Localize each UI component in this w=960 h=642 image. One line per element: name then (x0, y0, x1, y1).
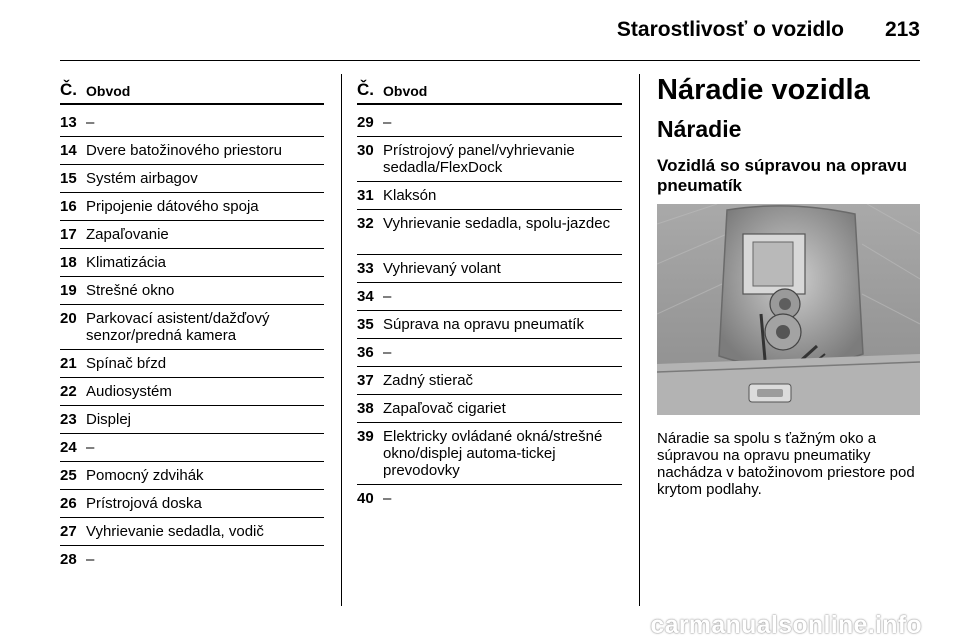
row-number: 15 (60, 170, 77, 187)
article-subheading: Vozidlá so súpravou na opravu pneumatík (657, 156, 908, 195)
row-number: 21 (60, 355, 77, 372)
row-number: 32 (357, 215, 374, 232)
row-divider (357, 310, 622, 311)
row-divider (357, 394, 622, 395)
row-number: 40 (357, 490, 374, 507)
row-divider (60, 461, 324, 462)
row-number: 25 (60, 467, 77, 484)
column-header-number: Č. (60, 80, 77, 99)
row-text: Vyhrievanie sedadla, spolu-jazdec (383, 215, 611, 232)
trunk-tools-photo (657, 204, 920, 415)
row-divider (60, 136, 324, 137)
row-text: – (86, 551, 95, 568)
row-divider (60, 517, 324, 518)
row-divider (60, 545, 324, 546)
row-divider (357, 254, 622, 255)
row-divider (60, 489, 324, 490)
row-text: – (383, 490, 392, 507)
row-text: Audiosystém (86, 383, 172, 400)
article-body: Náradie sa spolu s ťažným oko a súpravou na opravu pneumatiky nachádza v batožinovom priestore pod krytom podlahy. (657, 430, 915, 498)
column-divider (341, 74, 342, 606)
column-divider (639, 74, 640, 606)
row-divider (60, 304, 324, 305)
article-title: Náradie vozidla (657, 74, 870, 106)
row-number: 19 (60, 282, 77, 299)
row-text: Vyhrievaný volant (383, 260, 501, 277)
row-divider (60, 248, 324, 249)
row-divider (357, 181, 622, 182)
row-number: 35 (357, 316, 374, 333)
row-text: Spínač bŕzd (86, 355, 167, 372)
row-text: Displej (86, 411, 132, 428)
row-number: 16 (60, 198, 77, 215)
row-text: Klimatizácia (86, 254, 167, 271)
row-number: 36 (357, 344, 374, 361)
row-number: 22 (60, 383, 77, 400)
row-divider (357, 209, 622, 210)
row-number: 31 (357, 187, 374, 204)
row-divider (60, 349, 324, 350)
row-number: 17 (60, 226, 77, 243)
row-number: 30 (357, 142, 374, 159)
row-text: Systém airbagov (86, 170, 198, 187)
row-divider (60, 164, 324, 165)
row-number: 39 (357, 428, 374, 445)
row-text: – (86, 439, 95, 456)
row-text: Pripojenie dátového spoja (86, 198, 259, 215)
row-divider (357, 136, 622, 137)
row-text: Vyhrievanie sedadla, vodič (86, 523, 264, 540)
row-text: – (383, 344, 392, 361)
table-header (60, 79, 324, 105)
row-text: Zapaľovač cigariet (383, 400, 506, 417)
row-number: 34 (357, 288, 374, 305)
column-header-number: Č. (357, 80, 374, 99)
row-number: 24 (60, 439, 77, 456)
row-number: 33 (357, 260, 374, 277)
row-text: Elektricky ovládané okná/strešné okno/displej automa-tickej prevodovky (383, 428, 603, 479)
watermark: carmanualsonline.info (650, 611, 922, 639)
row-number: 20 (60, 310, 77, 327)
row-number: 38 (357, 400, 374, 417)
row-number: 23 (60, 411, 77, 428)
row-number: 18 (60, 254, 77, 271)
table-header (357, 79, 622, 105)
row-number: 14 (60, 142, 77, 159)
row-text: Prístrojový panel/vyhrievanie sedadla/FlexDock (383, 142, 575, 176)
row-text: Zapaľovanie (86, 226, 169, 243)
row-text: Klaksón (383, 187, 437, 204)
row-text: Prístrojová doska (86, 495, 202, 512)
row-text: Zadný stierač (383, 372, 474, 389)
page-header (60, 0, 920, 61)
row-text: Pomocný zdvihák (86, 467, 204, 484)
row-number: 27 (60, 523, 77, 540)
row-number: 28 (60, 551, 77, 568)
row-number: 13 (60, 114, 77, 131)
row-divider (60, 192, 324, 193)
row-divider (60, 433, 324, 434)
row-divider (60, 405, 324, 406)
row-divider (357, 282, 622, 283)
row-divider (60, 377, 324, 378)
row-text: Dvere batožinového priestoru (86, 142, 282, 159)
page-number: 213 (884, 18, 920, 41)
row-text: – (86, 114, 95, 131)
row-divider (357, 338, 622, 339)
row-text: Súprava na opravu pneumatík (383, 316, 584, 333)
article-subtitle: Náradie (657, 116, 742, 142)
row-text: Strešné okno (86, 282, 175, 299)
column-header-circuit: Obvod (383, 83, 428, 99)
column-header-circuit: Obvod (86, 83, 131, 99)
row-text: Parkovací asistent/dažďový senzor/predná kamera (86, 310, 270, 344)
row-number: 26 (60, 495, 77, 512)
row-divider (357, 422, 622, 423)
row-divider (357, 484, 622, 485)
section-title: Starostlivosť o vozidlo (616, 18, 844, 41)
row-divider (60, 276, 324, 277)
row-divider (60, 220, 324, 221)
row-text: – (383, 288, 392, 305)
row-divider (357, 366, 622, 367)
row-number: 37 (357, 372, 374, 389)
row-text: – (383, 114, 392, 131)
row-number: 29 (357, 114, 374, 131)
